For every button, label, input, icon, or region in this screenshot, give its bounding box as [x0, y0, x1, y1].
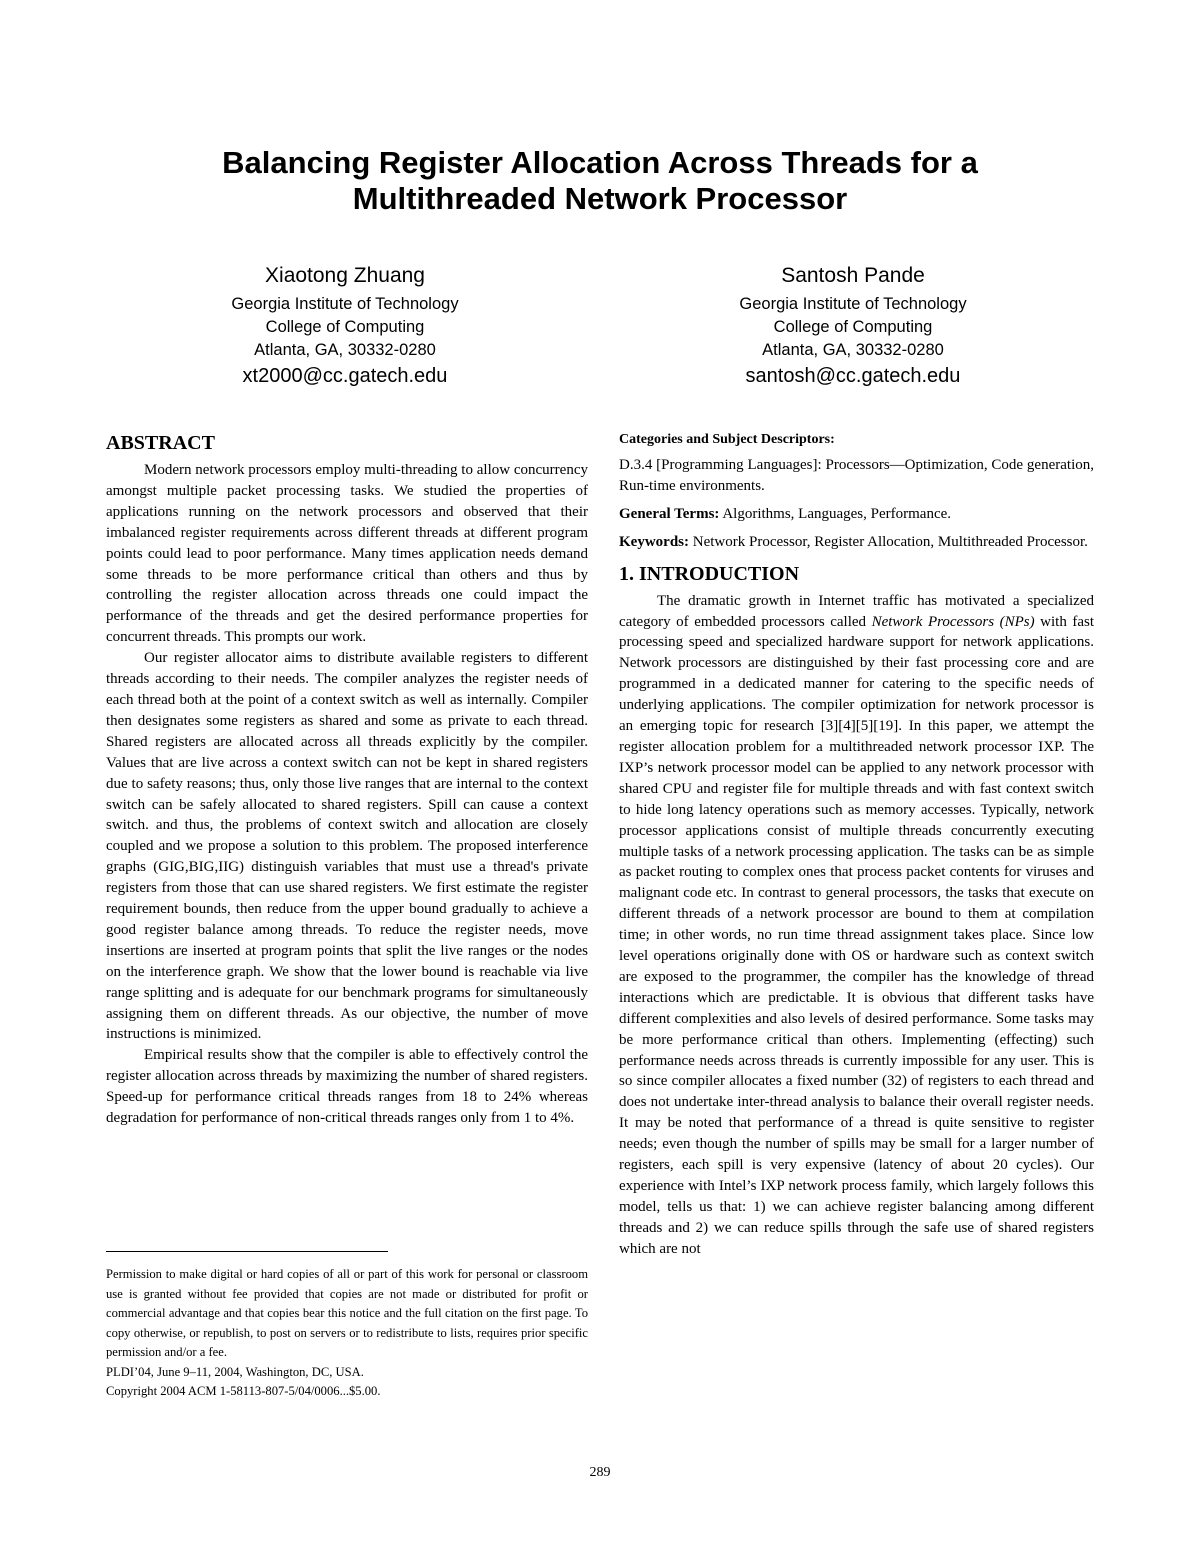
keywords-text: Network Processor, Register Allocation, Multithreaded Processor.	[689, 533, 1088, 550]
introduction-heading: 1. INTRODUCTION	[619, 562, 800, 585]
permission-notice: Permission to make digital or hard copies of all or part of this work for personal or classroom use is granted without fee provided that copies are not made or distributed for profit or commercial advantage and that copies bear this notice and the full citation on the first page. To copy otherwise, or republish, to post on servers or to redistribute to lists, requires prior specific permission and/or a fee.	[106, 1267, 588, 1359]
author-name: Santosh Pande	[781, 264, 925, 287]
author-name: Xiaotong Zhuang	[265, 264, 425, 287]
page-number: 289	[589, 1465, 611, 1480]
paper-title	[100, 145, 1100, 217]
intro-text-start: The dramatic growth in Internet traffic has motivated a specialized category of embedded processors called	[619, 592, 1094, 630]
abstract-heading: ABSTRACT	[106, 432, 215, 454]
author-department: College of Computing	[773, 318, 933, 336]
footnote-divider	[106, 1251, 388, 1252]
author-institution: Georgia Institute of Technology	[739, 295, 967, 313]
left-column	[106, 430, 588, 1129]
abstract-paragraph: Our register allocator aims to distribute available registers to different threads according to their needs. The compiler analyzes the register needs of each thread both at the point of a context switch as well as internally. Compiler then designates some registers as shared and some as private to each thread. Shared registers are allocated across all threads explicitly by the compiler. Values that are live across a context switch can not be kept in shared registers due to safety reasons; thus, only those live ranges that are internal to the context switch can be safely allocated to shared registers. Spill can cause a context switch. and thus, the problems of context switch and allocation are closely coupled and we propose a solution to this problem. The proposed interference graphs (GIG,BIG,IIG) distinguish variables that must use a thread's private registers from those that can use shared registers. We first estimate the register requirement bounds, then reduce from the upper bound gradually to achieve a good register balance among threads. To reduce the register needs, move insertions are inserted at program points that split the live ranges or the nodes on the interference graph. We show that the lower bound is reachable via live range splitting and is adequate for our benchmark programs for simultaneously assigning them on different threads. As our objective, the number of move instructions is minimized.	[106, 650, 588, 1043]
right-column	[619, 430, 1094, 1260]
general-terms-label: General Terms:	[619, 505, 720, 522]
title-line-1: Balancing Register Allocation Across Threads for a	[222, 145, 978, 180]
intro-emphasis: Network Processors (NPs)	[871, 613, 1035, 630]
abstract-paragraph: Modern network processors employ multi-threading to allow concurrency amongst multiple packet processing tasks. We studied the properties of applications running on the network processors and observed that their imbalanced register requirements across different threads at different program points could lead to poor performance. Many times application needs demand some threads to be more performance critical than others and thus by controlling the register allocation across threads one could impact the performance of the threads and get the desired performance properties for concurrent threads. This prompts our work.	[106, 462, 588, 646]
categories-heading: Categories and Subject Descriptors:	[619, 432, 835, 447]
author-address: Atlanta, GA, 30332-0280	[762, 341, 944, 359]
author-institution: Georgia Institute of Technology	[231, 295, 459, 313]
author-email: xt2000@cc.gatech.edu	[242, 365, 448, 387]
author-department: College of Computing	[265, 318, 425, 336]
author-email: santosh@cc.gatech.edu	[745, 365, 961, 387]
copyright-line: Copyright 2004 ACM 1-58113-807-5/04/0006...$5.00.	[106, 1384, 381, 1398]
abstract-paragraph: Empirical results show that the compiler is able to effectively control the register allocation across threads by maximizing the number of shared registers. Speed-up for performance critical threads ranges from 18 to 24% whereas degradation for performance of non-critical threads ranges only from 1 to 4%.	[106, 1047, 588, 1127]
author-block-2	[643, 263, 1063, 389]
keywords	[619, 532, 1094, 553]
introduction-paragraph	[619, 591, 1094, 1260]
conference-info: PLDI’04, June 9–11, 2004, Washington, DC, USA.	[106, 1364, 364, 1379]
intro-text-rest: with fast processing speed and specialized hardware support for network applications. Network processors are distinguished by their fast processing core and are programmed in a dedicated manner for catering to the specific needs of underlying applications. The compiler optimization for network processor is an emerging topic for research [3][4][5][19]. In this paper, we attempt the register allocation problem for a multithreaded network processor IXP. The IXP’s network processor model can be applied to any network processor with shared CPU and register file for multiple threads and with fast context switch to hide long latency operations such as memory accesses. Typically, network processor applications consist of multiple threads concurrently executing multiple tasks of a network processing application. The tasks can be as simple as packet routing to complex ones that process packet contents for viruses and malignant code etc. In contrast to general processors, the tasks that execute on different threads of a network processor are bound to them at compilation time; in other words, no run time thread assignment takes place. Since low level operations originally done with OS or hardware such as context switch are exposed to the programmer, the compiler has the knowledge of thread interactions which are predictable. It is obvious that different tasks have different complexities and also levels of desired performance. Some tasks may be more performance critical than others. Implementing (effecting) such performance needs across threads is currently impossible for any user. This is so since compiler allocates a fixed number (32) of registers to each thread and does not undertake inter-thread analysis to balance their overall register needs. It may be noted that performance of a thread is quite sensitive to register needs; even though the number of spills may be small for a larger number of registers, each spill is very expensive (latency of about 20 cycles). Our experience with Intel’s IXP network process family, which largely follows this model, tells us that: 1) we can achieve register balancing among different threads and 2) we can reduce spills through the safe use of shared registers which are not	[619, 613, 1095, 1257]
author-block-1	[135, 263, 555, 389]
keywords-label: Keywords:	[619, 533, 689, 550]
general-terms	[619, 504, 1094, 525]
general-terms-text: Algorithms, Languages, Performance.	[719, 505, 952, 522]
categories-text: D.3.4 [Programming Languages]: Processors—Optimization, Code generation, Run-time environments.	[619, 457, 1094, 494]
author-address: Atlanta, GA, 30332-0280	[254, 341, 436, 359]
copyright-footnote	[106, 1265, 588, 1402]
title-line-2: Multithreaded Network Processor	[352, 181, 848, 216]
